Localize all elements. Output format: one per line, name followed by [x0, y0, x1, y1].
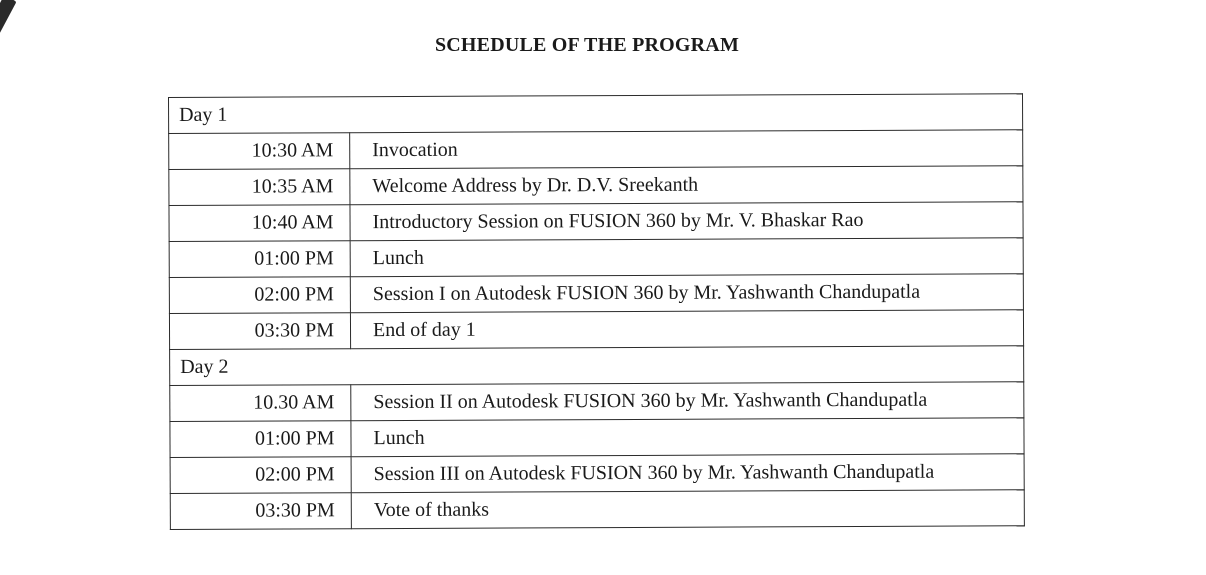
day-label: Day 1 [169, 94, 1023, 134]
event-cell: Session III on Autodesk FUSION 360 by Mr. Yashwanth Chandupatla [351, 454, 1024, 493]
event-cell: Lunch [350, 238, 1023, 277]
time-cell: 10:30 AM [169, 133, 350, 170]
event-cell: Vote of thanks [351, 490, 1024, 529]
schedule-row [169, 310, 1023, 350]
day-label: Day 2 [170, 346, 1024, 386]
time-cell: 01:00 PM [170, 421, 351, 458]
time-cell: 03:30 PM [169, 313, 350, 350]
schedule-row [170, 490, 1024, 530]
event-cell: Lunch [351, 418, 1024, 457]
schedule-row [170, 418, 1024, 458]
time-cell: 10:35 AM [169, 169, 350, 206]
event-cell: Invocation [350, 130, 1023, 169]
time-cell: 01:00 PM [169, 241, 350, 278]
page-corner-mark [0, 0, 17, 37]
event-cell: Welcome Address by Dr. D.V. Sreekanth [350, 166, 1023, 205]
time-cell: 02:00 PM [169, 277, 350, 314]
day-header-row [170, 346, 1024, 386]
time-cell: 10:40 AM [169, 205, 350, 242]
schedule-row [170, 382, 1024, 422]
time-cell: 02:00 PM [170, 457, 351, 494]
event-cell: End of day 1 [350, 310, 1023, 349]
schedule-row [169, 274, 1023, 314]
day-header-row [169, 94, 1023, 134]
schedule-table [168, 93, 1025, 530]
time-cell: 10.30 AM [170, 385, 351, 422]
schedule-row [169, 202, 1023, 242]
event-cell: Introductory Session on FUSION 360 by Mr. V. Bhaskar Rao [350, 202, 1023, 241]
event-cell: Session II on Autodesk FUSION 360 by Mr. Yashwanth Chandupatla [351, 382, 1024, 421]
schedule-row [170, 454, 1024, 494]
schedule-row [169, 166, 1023, 206]
time-cell: 03:30 PM [170, 493, 351, 530]
schedule-row [169, 130, 1023, 170]
schedule-row [169, 238, 1023, 278]
page-title: SCHEDULE OF THE PROGRAM [434, 34, 740, 56]
event-cell: Session I on Autodesk FUSION 360 by Mr. Yashwanth Chandupatla [350, 274, 1023, 313]
